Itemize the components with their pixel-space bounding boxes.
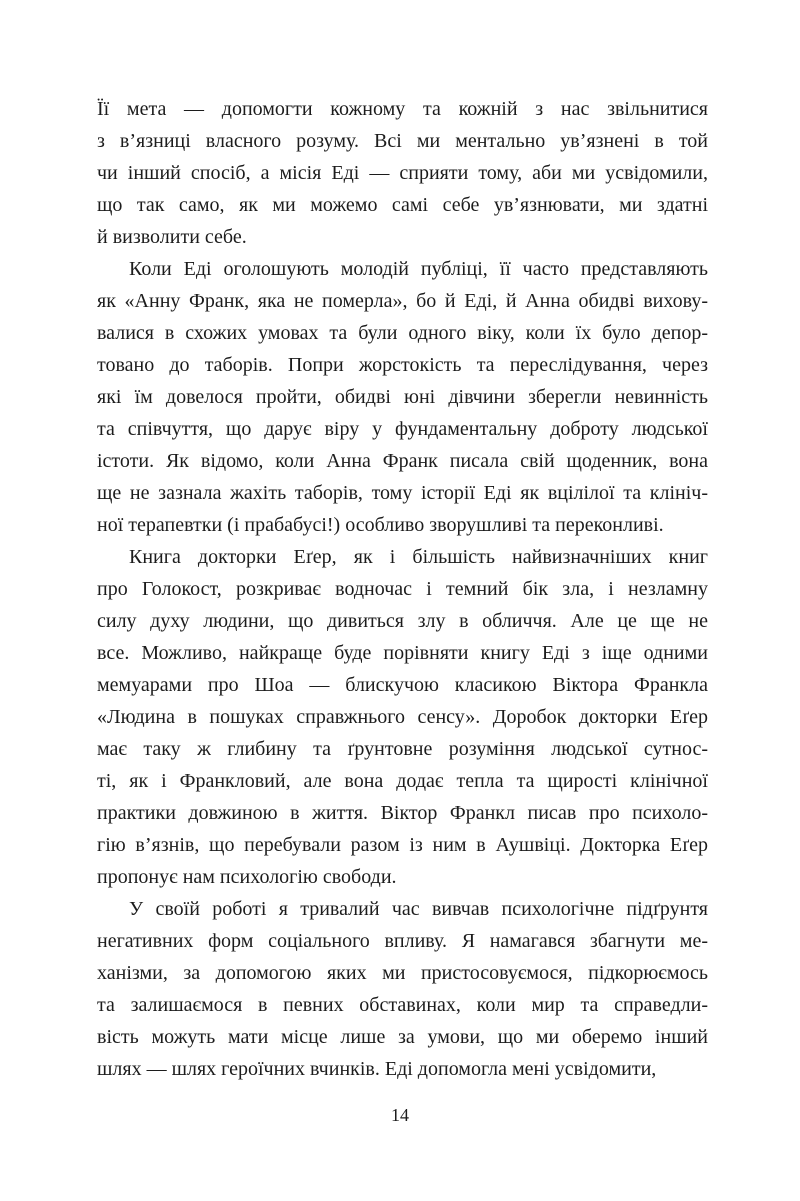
text-line: вість можуть мати місце лише за умови, що ми оберемо інший	[97, 1026, 708, 1048]
page-text	[97, 93, 708, 1085]
text-line: як «Анну Франк, яка не померла», бо й Еді, й Анна обидві вихову-	[97, 290, 708, 312]
text-line: негативних форм соціального впливу. Я намагався збагнути ме-	[97, 930, 708, 952]
text-line: Книга докторки Еґер, як і більшість найвизначніших книг	[129, 546, 708, 568]
text-line: У своїй роботі я тривалий час вивчав психологічне підґрунтя	[129, 898, 708, 920]
text-line: ті, як і Франкловий, але вона додає тепла та щирості клінічної	[97, 770, 708, 792]
paragraph	[97, 253, 708, 541]
text-line: чи інший спосіб, а місія Еді — сприяти тому, аби ми усвідомили,	[97, 162, 708, 184]
text-line: та залишаємося в певних обставинах, коли мир та справедли-	[97, 994, 708, 1016]
text-line: й визволити себе.	[97, 226, 247, 248]
text-line: Коли Еді оголошують молодій публіці, її часто представляють	[129, 258, 708, 280]
paragraph	[97, 93, 708, 253]
text-line: валися в схожих умовах та були одного віку, коли їх було депор-	[97, 322, 708, 344]
text-line: пропонує нам психологію свободи.	[97, 866, 397, 888]
text-line: шлях — шлях героїчних вчинків. Еді допомогла мені усвідомити,	[97, 1058, 657, 1080]
paragraph	[97, 893, 708, 1085]
text-line: ще не зазнала жахіть таборів, тому історії Еді як вцілілої та клініч-	[97, 482, 708, 504]
page-number: 14	[391, 1105, 409, 1125]
text-line: практики довжиною в життя. Віктор Франкл писав про психоло-	[97, 802, 708, 824]
text-line: що так само, як ми можемо самі себе ув’язнювати, ми здатні	[97, 194, 708, 216]
text-line: ної терапевтки (і прабабусі!) особливо зворушливі та переконливі.	[97, 514, 664, 536]
paragraph	[97, 541, 708, 893]
text-line: «Людина в пошуках справжнього сенсу». Доробок докторки Еґер	[97, 706, 708, 728]
text-line: мемуарами про Шоа — блискучою класикою Віктора Франкла	[97, 674, 708, 696]
text-line: все. Можливо, найкраще буде порівняти книгу Еді з іще одними	[97, 642, 708, 664]
text-line: товано до таборів. Попри жорстокість та переслідування, через	[97, 354, 708, 376]
text-line: ханізми, за допомогою яких ми пристосовуємося, підкорюємось	[97, 962, 708, 984]
text-line: істоти. Як відомо, коли Анна Франк писала свій щоденник, вона	[97, 450, 708, 472]
text-line: з в’язниці власного розуму. Всі ми ментально ув’язнені в той	[97, 130, 708, 152]
text-line: Її мета — допомогти кожному та кожній з нас звільнитися	[97, 98, 708, 120]
text-line: які їм довелося пройти, обидві юні дівчини зберегли невинність	[97, 386, 708, 408]
text-line: силу духу людини, що дивиться злу в обличчя. Але це ще не	[97, 610, 708, 632]
text-line: гію в’язнів, що перебували разом із ним в Аушвіці. Докторка Еґер	[97, 834, 708, 856]
text-line: має таку ж глибину та ґрунтовне розуміння людської сутнос-	[97, 738, 708, 760]
text-line: про Голокост, розкриває водночас і темний бік зла, і незламну	[97, 578, 708, 600]
text-line: та співчуття, що дарує віру у фундаментальну доброту людської	[97, 418, 708, 440]
